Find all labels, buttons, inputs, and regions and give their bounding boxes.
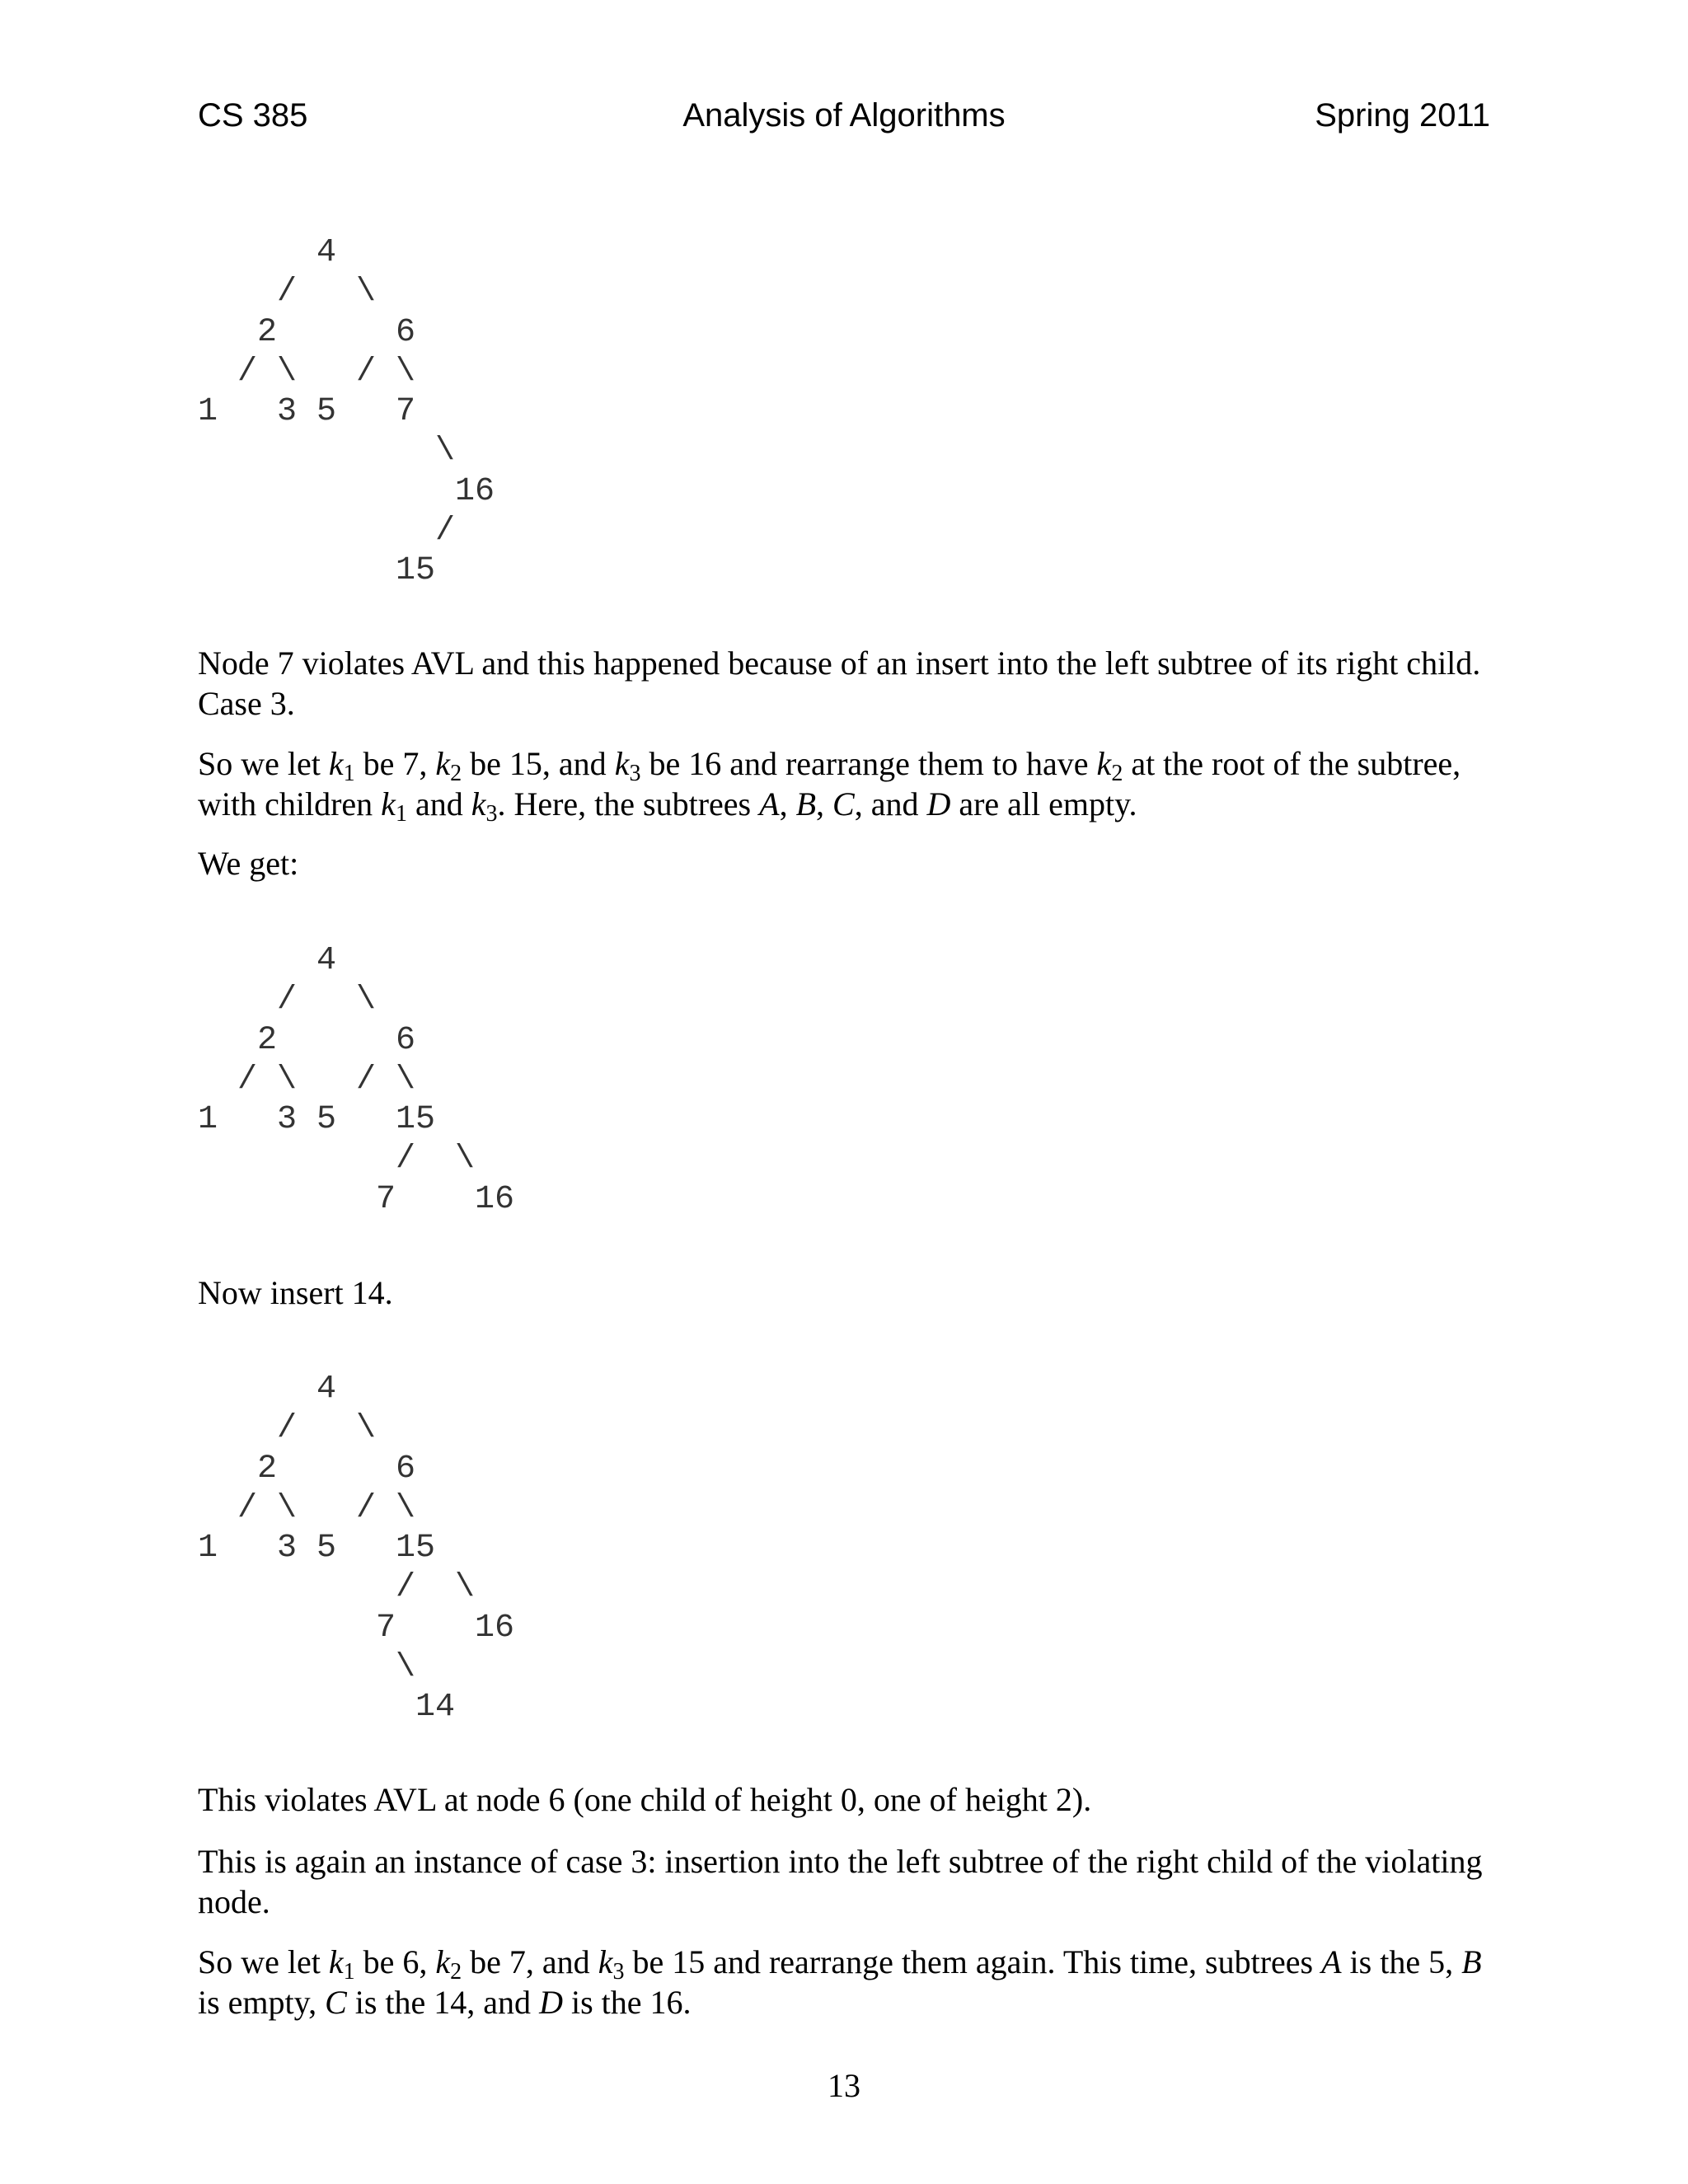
math-A: A — [1321, 1943, 1342, 1980]
math-B: B — [1461, 1943, 1482, 1980]
math-k: k — [328, 745, 344, 782]
subscript-1: 1 — [395, 801, 407, 827]
math-k2 — [435, 1943, 462, 1985]
text: is the 14, and — [346, 1984, 540, 2021]
avl-tree-after-rotation: 4 / \ 2 6 / \ / \ 1 3 5 15 / \ 7 16 — [198, 942, 515, 1218]
text: . Here, the subtrees — [497, 785, 760, 823]
paragraph-violation-node-7: Node 7 violates AVL and this happened because of an insert into the left subtree of its right child. Case 3. — [198, 644, 1481, 722]
text: , — [779, 785, 796, 823]
page-number: 13 — [828, 2067, 860, 2104]
math-k: k — [471, 785, 486, 823]
text: be 15, and — [462, 745, 615, 782]
paragraph-rearrange-k1-k2-k3 — [198, 743, 1492, 827]
avl-tree-before-rotation: 4 / \ 2 6 / \ / \ 1 3 5 7 \ 16 / 15 — [198, 234, 495, 590]
subscript-3: 3 — [485, 801, 498, 827]
math-C: C — [832, 785, 855, 823]
text: is empty, — [198, 1984, 326, 2021]
text: be 6, — [354, 1943, 436, 1980]
math-k: k — [614, 745, 630, 782]
math-k3 — [471, 785, 498, 827]
math-B: B — [795, 785, 816, 823]
math-k3 — [598, 1943, 625, 1985]
text: be 15 and rearrange them again. This time, subtrees — [624, 1943, 1322, 1980]
math-D: D — [539, 1984, 563, 2021]
subscript-1: 1 — [343, 761, 355, 786]
math-k1 — [328, 1943, 355, 1985]
math-k1 — [381, 785, 407, 827]
math-k1 — [328, 745, 355, 786]
math-k: k — [598, 1943, 613, 1980]
paragraph-rearrange-again — [198, 1942, 1492, 2022]
paragraph-we-get: We get: — [198, 845, 299, 882]
text: be 7, — [354, 745, 436, 782]
text: be 7, and — [462, 1943, 598, 1980]
math-k: k — [1096, 745, 1112, 782]
text: be 16 and rearrange them to have — [640, 745, 1097, 782]
text: is the 5, — [1341, 1943, 1462, 1980]
subscript-2: 2 — [450, 1959, 462, 1985]
math-k2 — [1096, 745, 1123, 786]
subscript-3: 3 — [629, 761, 641, 786]
subscript-2: 2 — [1111, 761, 1123, 786]
math-k: k — [435, 745, 451, 782]
text: So we let — [198, 745, 329, 782]
text: are all empty. — [950, 785, 1137, 823]
math-A: A — [759, 785, 780, 823]
math-k: k — [381, 785, 396, 823]
math-k2 — [435, 745, 462, 786]
text: , — [816, 785, 832, 823]
text: and — [406, 785, 471, 823]
math-D: D — [926, 785, 951, 823]
text: is the 16. — [562, 1984, 692, 2021]
header-course: CS 385 — [198, 97, 308, 134]
subscript-3: 3 — [612, 1959, 625, 1985]
math-C: C — [325, 1984, 347, 2021]
text: , and — [854, 785, 927, 823]
header-title: Analysis of Algorithms — [682, 97, 1006, 134]
math-k: k — [435, 1943, 451, 1980]
subscript-2: 2 — [450, 761, 462, 786]
paragraph-case-3-again: This is again an instance of case 3: insertion into the left subtree of the right child of the violating node. — [198, 1843, 1483, 1920]
paragraph-violation-node-6: This violates AVL at node 6 (one child of height 0, one of height 2). — [198, 1781, 1092, 1818]
math-k3 — [614, 745, 641, 786]
avl-tree-after-insert-14: 4 / \ 2 6 / \ / \ 1 3 5 15 / \ 7 16 \ 14 — [198, 1371, 515, 1727]
text: So we let — [198, 1943, 329, 1980]
math-k: k — [328, 1943, 344, 1980]
subscript-1: 1 — [343, 1959, 355, 1985]
paragraph-insert-14: Now insert 14. — [198, 1274, 393, 1311]
text: at the root of the subtree, with children — [198, 745, 1461, 823]
header-term: Spring 2011 — [1315, 97, 1490, 134]
